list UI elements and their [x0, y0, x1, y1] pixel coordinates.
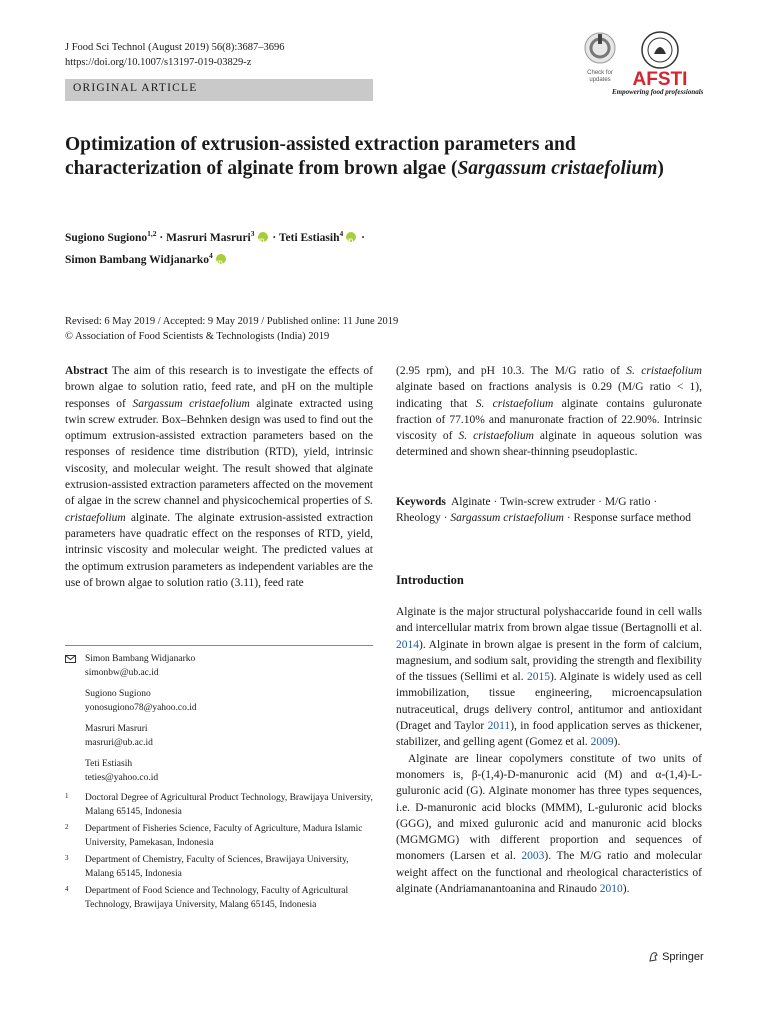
correspondence-entry	[65, 758, 373, 785]
affiliation-number: 2	[65, 823, 69, 831]
affiliation-text: Department of Chemistry, Faculty of Sciences, Brawijaya University, Malang 65145, Indonesia	[85, 855, 349, 879]
affiliation-text: Department of Food Science and Technology, Faculty of Agricultural Technology, Brawijaya University, Malang 65145, Indonesia	[85, 886, 349, 910]
citation-link[interactable]: 2011	[487, 720, 511, 733]
species-name: S. cristaefolium	[458, 430, 534, 443]
publisher-name: Springer	[662, 951, 704, 963]
affiliation-text: Doctoral Degree of Agricultural Product Technology, Brawijaya University, Malang 65145, Indonesia	[85, 793, 373, 817]
abstract-part: alginate in aqueous solution was determined and shown shear-thinning pseudoplastic.	[396, 430, 702, 459]
author-3-affil: 4	[339, 229, 344, 238]
copyright-line: © Association of Food Scientists & Technologists (India) 2019	[65, 331, 330, 342]
author-3[interactable]: Teti Estiasih	[278, 231, 340, 244]
doi-link[interactable]: https://doi.org/10.1007/s13197-019-03829-z	[65, 57, 252, 68]
species-name: S. cristaefolium	[626, 365, 702, 377]
author-list: Sugiono Sugiono$^{1,2}$ · Masruri Masruri$^3$iD · Teti Estiasih$^4$iD · Simon Bambang Widjanarko$^4$iD	[65, 225, 705, 269]
citation-link[interactable]: 2003	[521, 850, 545, 863]
logo-text: AFSTI	[632, 69, 688, 90]
envelope-icon	[65, 655, 76, 663]
orcid-icon[interactable]	[216, 254, 226, 264]
springer-logo	[648, 951, 704, 963]
keywords-list: Alginate · Twin-screw extruder · M/G ratio · Rheology ·	[396, 496, 658, 525]
contact-name: Masruri Masruri	[85, 724, 148, 734]
journal-issue: J Food Sci Technol (August 2019) 56(8):3687–3696	[65, 42, 285, 53]
affiliation-2	[65, 823, 373, 850]
contact-email[interactable]: teties@yahoo.co.id	[85, 772, 159, 783]
check-for-updates-label[interactable]: Check for updates	[587, 70, 613, 83]
abstract-part: alginate. The alginate extrusion-assisted extraction parameters have quadratic effect on the responses of RTD, yield, intrinsic viscosity and molecular weight. The predicted values at the optimum extrusion parameters as independent variables are the use of brown algae to solution ratio (3.11), feed rate	[65, 511, 373, 589]
contact-email[interactable]: yonosugiono78@yahoo.co.id	[85, 702, 197, 713]
springer-horse-icon	[648, 951, 659, 962]
author-4-affil: 4	[209, 250, 213, 260]
correspondence-entry	[65, 688, 373, 715]
correspondence-entry	[65, 723, 373, 750]
article-type-label: ORIGINAL ARTICLE	[73, 82, 198, 94]
intro-paragraph: Alginate is the major structural polyshaccaride found in cell walls and intercellular matrix from brown algae tissue (Bertagnolli et al. 2014). Alginate in brown algae is present in the form of calcium, magnesium, and sodium salt, providing the strength and flexibility of the tissues (Sellimi et al. 2015). Alginate is widely used as cell immobilization, tissue engineering, microencapsulation nutraceutical, drugs delivery control, antitumor and antioxidant (Draget and Taylor 2011), in food application serves as thickener, stabilizer, and gelling agent (Gomez et al. 2009).	[396, 606, 702, 749]
article-title	[65, 133, 705, 181]
affiliation-number: 1	[65, 792, 69, 800]
affiliation-number: 3	[65, 854, 69, 862]
title-main: Optimization of extrusion-assisted extraction parameters and characterization of alginate from brown algae (	[65, 134, 576, 179]
contact-name: Simon Bambang Widjanarko	[85, 654, 196, 664]
keywords-heading: Keywords	[396, 496, 446, 508]
affiliation-4	[65, 885, 373, 912]
footnote-divider	[65, 645, 373, 646]
orcid-icon[interactable]	[346, 232, 356, 242]
keyword-species: Sargassum cristaefolium	[450, 512, 564, 525]
keywords	[396, 494, 702, 527]
introduction-heading: Introduction	[396, 573, 464, 587]
abstract-part: alginate extracted using twin screw extruder. Box–Behnken design was used to find out the optimum extrusion-assisted extraction parameters based on the responses of residence time distribution (RTD), yield, intrinsic viscosity, and molecular weight. The result showed that alginate extrusion-assisted extraction parameters affected on the movement of algae in the screw channel and physicochemical properties of	[65, 397, 373, 508]
journal-citation	[65, 40, 285, 70]
citation-link[interactable]: 2015	[526, 671, 550, 684]
title-species: Sargassum cristaefolium	[457, 158, 658, 179]
contact-name: Sugiono Sugiono	[85, 689, 151, 699]
author-1[interactable]: Sugiono Sugiono	[65, 231, 148, 244]
introduction-text	[396, 604, 702, 897]
affiliation-1	[65, 792, 373, 819]
abstract-part: alginate based on fractions analysis is 0.29 (M/G ratio < 1), indicating that	[396, 381, 702, 410]
intro-paragraph: Alginate are linear copolymers constitute of two units of monomers is, β-(1,4)-D-manuronic acid (M) and α-(1,4)-L-guluronic acid (G). Alginate monomer has three types sequences, i.e. D-manuronic acid blocks (MMM), L-guluronic acid blocks (GGG), and mixed guluronic acid and manuronic acid blocks (MGMGMG) with different proportion and sequences of monomers (Larsen et al. 2003). The M/G ratio and molecular weight affect on the functional and rheological characteristics of alginate (Andriamanantoanina and Rinaudo 2010).	[396, 752, 702, 896]
article-type-bar	[65, 79, 373, 101]
dates-line: Revised: 6 May 2019 / Accepted: 9 May 2019 / Published online: 11 June 2019	[65, 316, 399, 327]
abstract-continued	[396, 363, 702, 461]
contact-email[interactable]: masruri@ub.ac.id	[85, 737, 153, 748]
title-end: )	[657, 158, 664, 179]
abstract-text	[65, 363, 373, 591]
abstract-part: (2.95 rpm), and pH 10.3. The M/G ratio of	[396, 365, 627, 377]
species-name: S. cristaefolium	[475, 397, 554, 410]
correspondence-block	[65, 653, 373, 785]
orcid-icon[interactable]	[258, 232, 268, 242]
citation-link[interactable]: 2009	[590, 736, 614, 749]
affiliation-number: 4	[65, 885, 69, 893]
citation-link[interactable]: 2010	[599, 883, 623, 896]
abstract-part: The aim of this research is to investigate the effects of brown algae to solution ratio, feed rate, and pH on the multiple responses of	[65, 365, 374, 410]
affiliation-3	[65, 854, 373, 881]
check-for-updates-icon[interactable]	[580, 30, 620, 70]
species-name: S. cristaefolium	[65, 495, 373, 524]
contact-name: Teti Estiasih	[85, 759, 133, 769]
author-2-affil: 3	[250, 229, 255, 238]
contact-email[interactable]: simonbw@ub.ac.id	[85, 667, 159, 678]
species-name: Sargassum cristaefolium	[132, 397, 250, 410]
citation-link[interactable]: 2014	[396, 638, 419, 651]
keywords-list: · Response surface method	[563, 512, 692, 525]
author-2[interactable]: Masruri Masruri	[166, 231, 251, 244]
logo-tagline: Empowering food professionals	[612, 88, 704, 96]
correspondence-entry	[65, 653, 373, 680]
affiliation-text: Department of Fisheries Science, Faculty of Agriculture, Madura Islamic University, Pamekasan, Indonesia	[85, 824, 363, 848]
abstract-part: alginate contains guluronate fraction of 77.10% and manuronate fraction of 22.90%. Intrinsic viscosity of	[396, 397, 702, 443]
abstract-heading: Abstract	[65, 365, 108, 377]
author-1-affil: 1,2	[147, 229, 157, 238]
publication-dates	[65, 314, 398, 344]
author-4[interactable]: Simon Bambang Widjanarko	[65, 253, 210, 266]
